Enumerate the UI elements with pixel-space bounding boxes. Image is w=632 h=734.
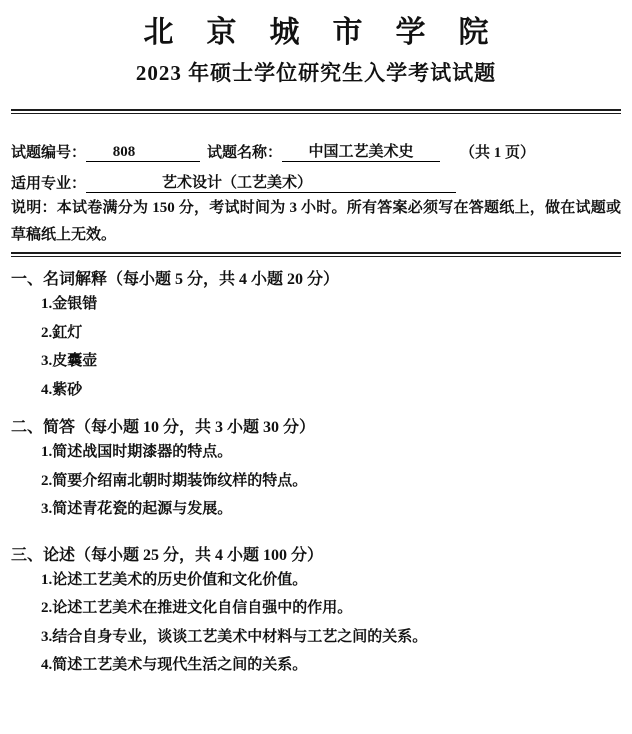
question-item: 1.简述战国时期漆器的特点。: [41, 444, 233, 460]
major-value: 艺术设计（工艺美术）: [162, 175, 313, 191]
section-term-definitions: [11, 270, 621, 404]
question-item: 2.论述工艺美术在推进文化自信自强中的作用。: [41, 600, 353, 616]
section-heading: 三、论述（每小题 25 分，共 4 小题 100 分）: [11, 546, 324, 564]
paper-name-value: 中国工艺美术史: [308, 144, 414, 160]
exam-title: 2023 年硕士学位研究生入学考试试题: [135, 61, 497, 85]
major-label: 适用专业：: [11, 176, 87, 192]
paper-name-label: 试题名称：: [207, 145, 283, 161]
question-list: [11, 566, 621, 680]
section-heading: 一、名词解释（每小题 5 分，共 4 小题 20 分）: [11, 271, 340, 288]
question-item: 1.论述工艺美术的历史价值和文化价值。: [41, 571, 308, 588]
section-essay: [11, 546, 621, 680]
question-item: 3.结合自身专业，谈谈工艺美术中材料与工艺之间的关系。: [41, 628, 428, 645]
section-short-answer: [11, 418, 621, 524]
meta-row-major: [11, 171, 621, 193]
body-divider: [11, 252, 621, 257]
paper-number-value: 808: [112, 144, 136, 160]
question-item: 4.紫砂: [41, 381, 83, 398]
question-item: 3.简述青花瓷的起源与发展。: [41, 501, 233, 517]
section-heading: 二、简答（每小题 10 分，共 3 小题 30 分）: [11, 419, 316, 436]
question-item: 2.釭灯: [41, 324, 83, 341]
question-list: [11, 290, 621, 404]
paper-number-label: 试题编号：: [11, 145, 87, 161]
question-item: 3.皮囊壶: [41, 353, 98, 369]
exam-instructions: 说明：本试卷满分为 150 分，考试时间为 3 小时。所有答案必须写在答题纸上，做在试题或草稿纸上无效。: [11, 200, 621, 243]
question-item: 4.简述工艺美术与现代生活之间的关系。: [41, 657, 308, 673]
paper-number-field: [86, 144, 200, 162]
meta-row-paper: [11, 140, 621, 162]
question-list: [11, 438, 621, 524]
question-item: 2.简要介绍南北朝时期装饰纹样的特点。: [41, 472, 308, 489]
university-title: 北京城市学院: [143, 16, 522, 49]
paper-name-field: [282, 140, 440, 162]
header-divider: [11, 109, 621, 114]
major-field: [86, 171, 456, 193]
meta-block: [11, 140, 621, 248]
question-item: 1.金银错: [41, 296, 98, 312]
pages-note: （共 1 页）: [460, 145, 536, 161]
